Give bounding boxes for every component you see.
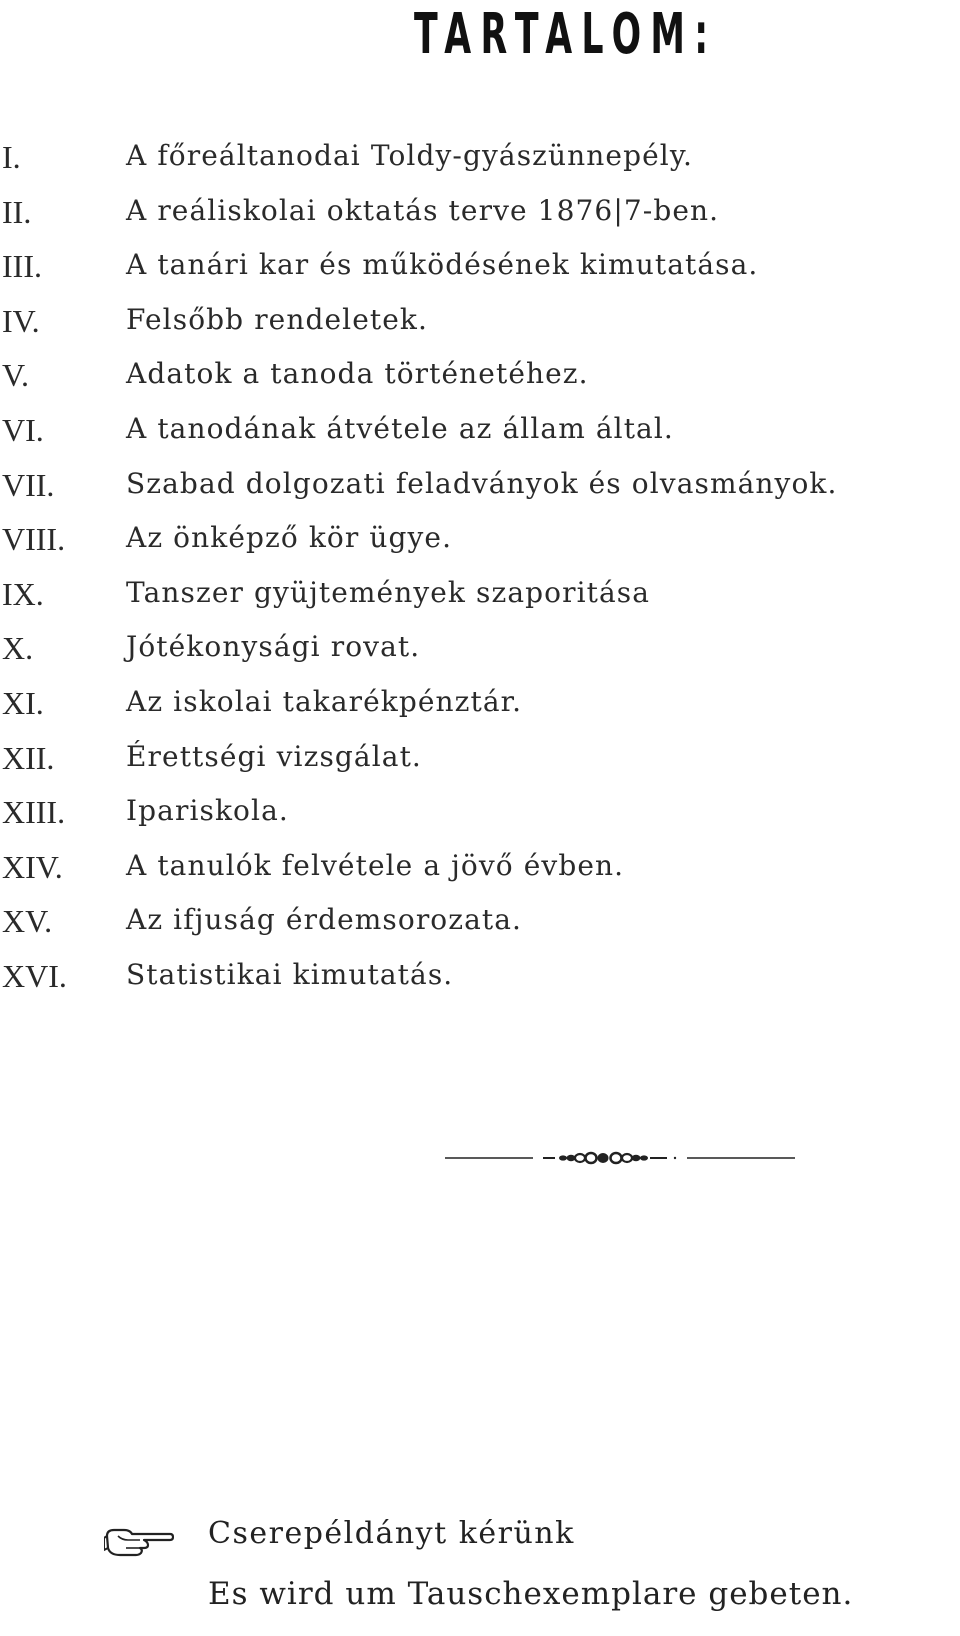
toc-entry (0, 194, 960, 249)
notice-text-hungarian: Cserepéldányt kérünk (208, 1516, 575, 1551)
toc-title: Az iskolai takarékpénztár. (126, 684, 523, 718)
toc-title: A tanodának átvétele az állam által. (126, 411, 674, 445)
toc-entry (0, 412, 960, 467)
toc-entry (0, 576, 960, 631)
notice-text-german: Es wird um Tauschexemplare gebeten. (208, 1576, 854, 1612)
toc-entry (0, 248, 960, 303)
toc-title: A tanári kar és működésének kimutatása. (126, 248, 759, 282)
toc-entry (0, 467, 960, 522)
toc-title: Tanszer gyüjtemények szaporitása (126, 575, 651, 609)
toc-number: XIV. (2, 848, 63, 885)
toc-title: A főreáltanodai Toldy-gyászünnepély. (126, 139, 694, 172)
toc-number: IX. (2, 575, 44, 612)
toc-title: Felsőbb rendeletek. (126, 302, 428, 336)
toc-title: Érettségi vizsgálat. (126, 739, 422, 773)
toc-entry (0, 357, 960, 412)
table-of-contents (0, 139, 960, 1013)
toc-entry (0, 521, 960, 576)
notice-line-hungarian (104, 1516, 924, 1576)
toc-entry (0, 685, 960, 740)
toc-title: Adatok a tanoda történetéhez. (126, 357, 589, 391)
toc-title: Statistikai kimutatás. (126, 957, 454, 991)
page-title: TARTALOM: (414, 2, 718, 67)
toc-entry (0, 139, 960, 194)
notice-line-german (104, 1576, 924, 1636)
toc-entry (0, 794, 960, 849)
toc-title: Az önképző kör ügye. (126, 521, 453, 555)
pointing-hand-icon (104, 1524, 174, 1558)
toc-number: VI. (2, 411, 44, 448)
exchange-notice (104, 1516, 924, 1636)
toc-number: VIII. (2, 521, 66, 558)
toc-number: X. (2, 630, 34, 667)
toc-number: VII. (2, 466, 55, 503)
toc-number: XII. (2, 739, 55, 776)
toc-title: Jótékonysági rovat. (126, 630, 421, 664)
toc-number: XIII. (2, 794, 66, 831)
toc-entry (0, 849, 960, 904)
toc-title: A tanulók felvétele a jövő évben. (126, 848, 625, 882)
toc-entry (0, 630, 960, 685)
toc-entry (0, 740, 960, 795)
toc-number: II. (2, 193, 32, 230)
toc-number: IV. (2, 302, 40, 339)
toc-title: Ipariskola. (126, 794, 289, 828)
toc-title: A reáliskolai oktatás terve 1876|7-ben. (126, 193, 720, 227)
toc-number: XV. (2, 903, 53, 940)
ornamental-divider (445, 1146, 795, 1170)
toc-number: I. (2, 139, 21, 175)
toc-number: XVI. (2, 957, 67, 994)
toc-number: V. (2, 357, 29, 394)
toc-number: XI. (2, 684, 44, 721)
toc-entry (0, 958, 960, 1013)
toc-title: Az ifjuság érdemsorozata. (126, 903, 523, 937)
toc-title: Szabad dolgozati feladványok és olvasmányok. (126, 466, 838, 500)
toc-entry (0, 903, 960, 958)
toc-number: III. (2, 248, 42, 285)
toc-entry (0, 303, 960, 358)
